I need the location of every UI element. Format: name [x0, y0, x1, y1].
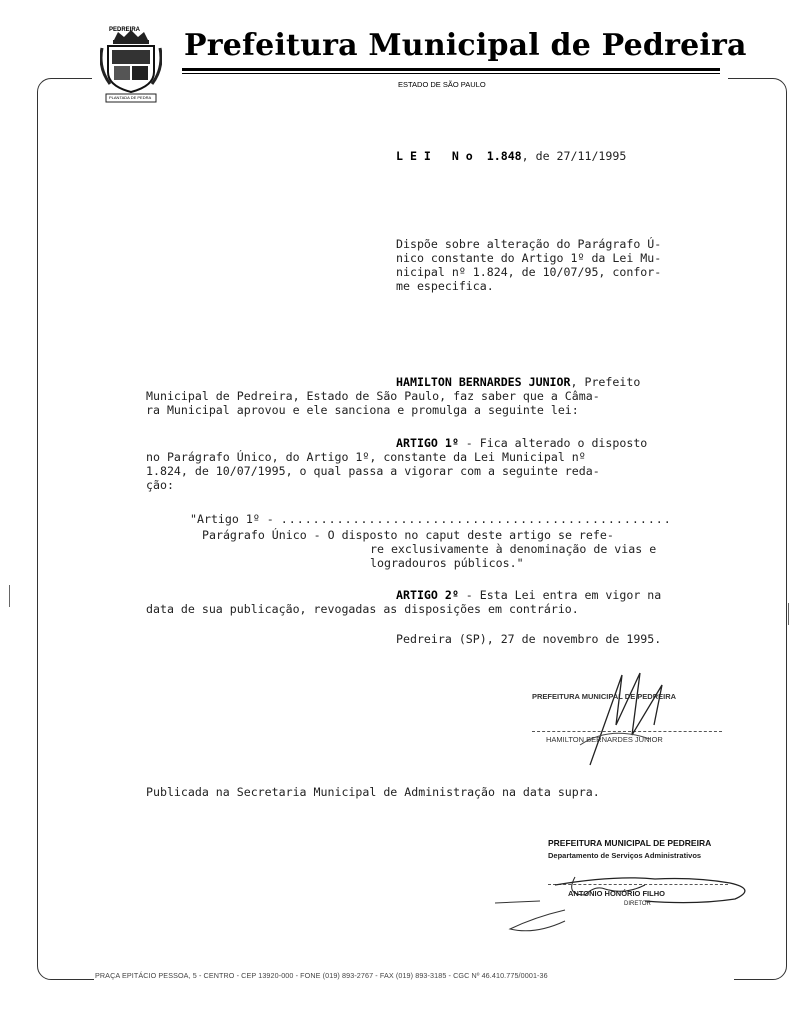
municipal-crest: [100, 28, 162, 108]
signature1-name: HAMILTON BERNARDES JUNIOR: [546, 735, 663, 744]
law-heading: [396, 150, 626, 164]
article1-line1: ARTIGO 1º - Fica alterado o disposto: [396, 436, 648, 450]
quote-line1: "Artigo 1º - .................................................: [190, 512, 672, 526]
mayor-name: HAMILTON BERNARDES JUNIOR: [396, 375, 571, 389]
scan-mark-right: [788, 603, 789, 625]
ementa-line: nico constante do Artigo 1º da Lei Mu-: [396, 251, 662, 265]
place-date: Pedreira (SP), 27 de novembro de 1995.: [396, 632, 662, 646]
preamble-line2: Municipal de Pedreira, Estado de São Paulo, faz saber que a Câma-: [146, 389, 600, 403]
article1-line3: 1.824, de 10/07/1995, o qual passa a vigorar com a seguinte reda-: [146, 464, 600, 478]
publication-note: Publicada na Secretaria Municipal de Administração na data supra.: [146, 785, 600, 799]
crest-motto: PLANTADA DE PEDRA: [109, 95, 152, 100]
footer-address: PRAÇA EPITÁCIO PESSOA, 5 - CENTRO - CEP 13920-000 - FONE (019) 893-2767 - FAX (019) 893-3185 - CGC Nº 46.410.775/0001-36: [95, 971, 548, 980]
preamble-line3: ra Municipal aprovou e ele sanciona e promulga a seguinte lei:: [146, 403, 579, 417]
letterhead-title: Prefeitura Municipal de Pedreira: [184, 28, 747, 63]
stamp2-dept: Departamento de Serviços Administrativos: [548, 851, 702, 860]
letterhead-rule-thin: [182, 73, 720, 74]
ementa-line: me especifica.: [396, 279, 494, 293]
law-number: 1.848: [486, 149, 522, 163]
article1-line2: no Parágrafo Único, do Artigo 1º, constante da Lei Municipal nº: [146, 450, 586, 464]
article2-label: ARTIGO 2º: [396, 588, 459, 602]
article2-line2: data de sua publicação, revogadas as disposições em contrário.: [146, 602, 579, 616]
stamp2-org: PREFEITURA MUNICIPAL DE PEDREIRA: [548, 838, 712, 848]
mayor-signature: [570, 665, 680, 775]
crest-banner: PEDREIRA: [109, 27, 141, 33]
quote-line4: logradouros públicos.": [370, 556, 524, 570]
ementa-line: Dispõe sobre alteração do Parágrafo Ú-: [396, 237, 662, 251]
stamp2-name: ANTONIO HONÓRIO FILHO: [568, 889, 665, 898]
article2-line1: ARTIGO 2º - Esta Lei entra em vigor na: [396, 588, 662, 602]
preamble-line1: HAMILTON BERNARDES JUNIOR, Prefeito: [396, 375, 641, 389]
director-signature: [495, 855, 765, 940]
quote-line3: re exclusivamente à denominação de vias e: [370, 542, 657, 556]
law-date: , de 27/11/1995: [521, 149, 627, 163]
scan-mark-left: [9, 585, 10, 607]
quote-line2: Parágrafo Único - O disposto no caput deste artigo se refe-: [202, 528, 614, 542]
ementa-line: nicipal nº 1.824, de 10/07/95, confor-: [396, 265, 662, 279]
article1-line4: ção:: [146, 478, 174, 492]
signature1-org: PREFEITURA MUNICIPAL DE PEDREIRA: [532, 692, 677, 701]
letterhead-state: ESTADO DE SÃO PAULO: [398, 80, 486, 89]
stamp2-role: DIRETOR: [624, 901, 651, 907]
letterhead-rule: [182, 68, 720, 71]
article1-label: ARTIGO 1º: [396, 436, 459, 450]
law-prefix: L E I N o: [396, 149, 473, 163]
dot-leader: .................................................: [280, 512, 672, 526]
